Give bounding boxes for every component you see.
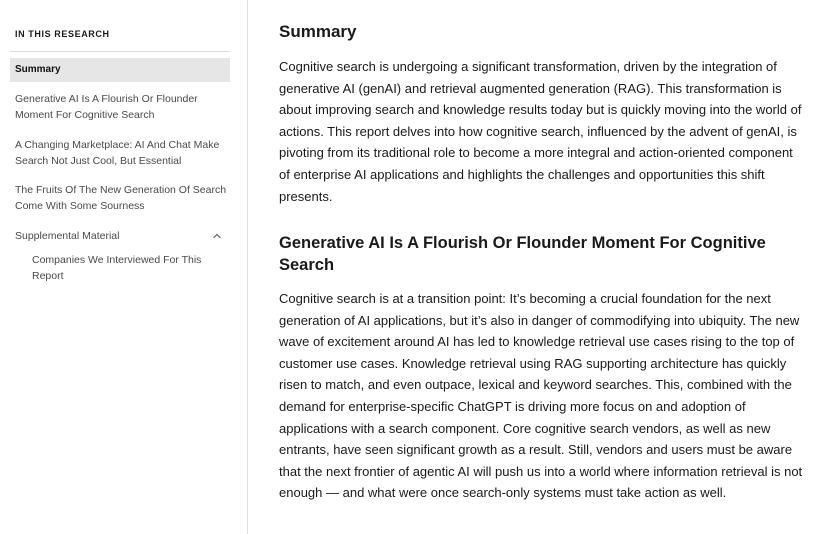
sidebar-item-supplemental-material[interactable]: Supplemental Material [15, 230, 120, 242]
sidebar-divider [10, 51, 230, 52]
sidebar-heading: IN THIS RESEARCH [15, 29, 110, 39]
sidebar-item-generative-ai[interactable]: Generative AI Is A Flourish Or Flounder Moment For Cognitive Search [15, 93, 198, 121]
sidebar-item-summary[interactable]: Summary [10, 58, 230, 82]
summary-paragraph: Cognitive search is undergoing a significant transformation, driven by the integration of generative AI (genAI) and retrieval augmented generation (RAG). This transformation is about improving search and knowledge results today but is quickly moving into the world of actions. This report delves into how cognitive search, influenced by the advent of genAI, is pivoting from its traditional role to become a more integral and action-oriented component of enterprise AI applications and highlights the challenges and opportunities this shift presents. [279, 59, 802, 204]
sidebar-item-changing-marketplace[interactable]: A Changing Marketplace: AI And Chat Make Search Not Just Cool, But Essential [15, 139, 220, 167]
summary-heading: Summary [279, 22, 357, 41]
chevron-up-icon[interactable] [212, 232, 222, 240]
research-sidebar [0, 0, 248, 534]
section-paragraph: Cognitive search is at a transition point: It’s becoming a crucial foundation for the next generation of AI applications, but it’s also in danger of commodifying into ubiquity. The new wave of excitement around AI has led to knowledge retrieval use cases rising to the top of customer use cases. Knowledge retrieval using RAG supporting architecture has quickly risen to match, and even outpace, lexical and keyword searches. This, combined with the demand for enterprise-specific ChatGPT is driving more focus on and adoption of applications with a search component. Core cognitive search vendors, as well as new entrants, have seen significant growth as a result. Still, vendors and users must be aware that the next frontier of agentic AI will push us into a world where information retrieval is not enough — and what were once search-only systems must take action as well. [279, 291, 803, 501]
sidebar-item-fruits-of-search[interactable]: The Fruits Of The New Generation Of Search Come With Some Sourness [15, 184, 227, 212]
sidebar-subitem-companies-interviewed[interactable]: Companies We Interviewed For This Report [32, 254, 202, 282]
section-heading: Generative AI Is A Flourish Or Flounder Moment For Cognitive Search [279, 234, 766, 274]
